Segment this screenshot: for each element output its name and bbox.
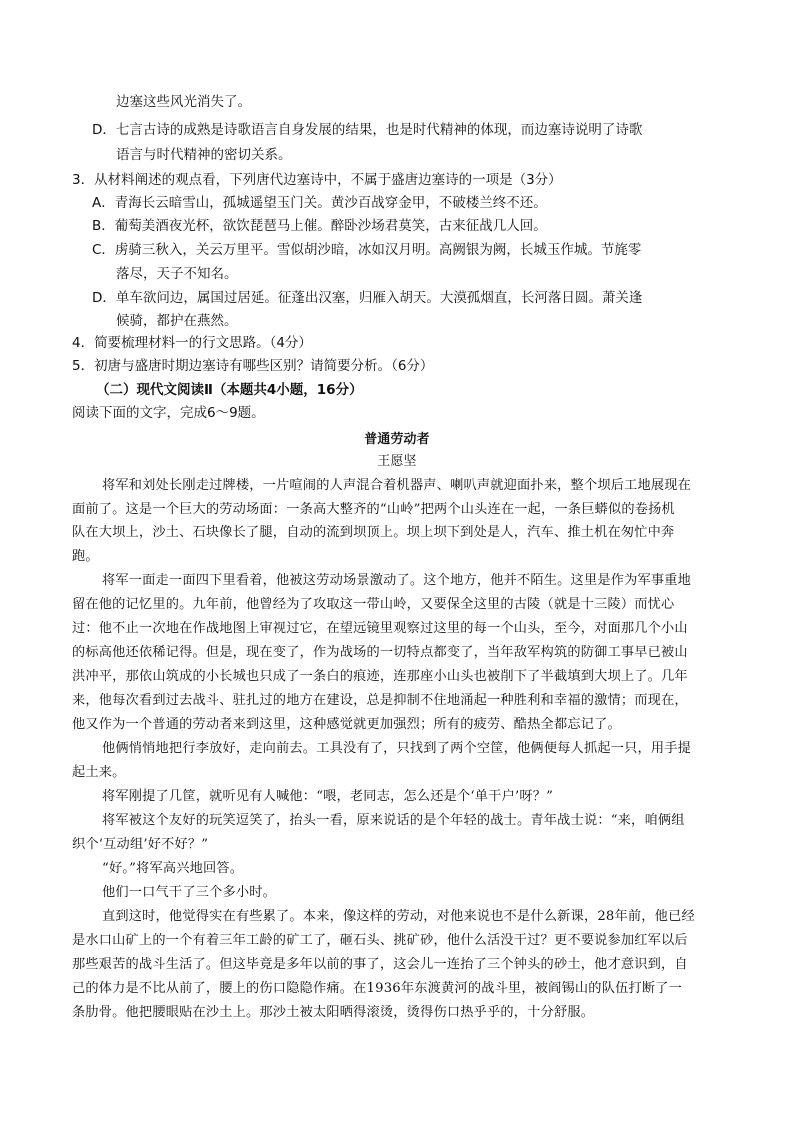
article-line: 起土来。 [72,765,126,780]
article-line: 是水口山矿上的一个有着三年工龄的矿工了，砸石头、挑矿砂，他什么活没干过？更不要说参加红军以后 [72,933,688,948]
article-line: 将军刚提了几筐，就听见有人喊他：“喂，老同志，怎么还是个‘单干户’呀？” [102,789,554,804]
article-line: 队在大坝上，沙土、石块像长了腿，自动的流到坝顶上。坝上坝下到处是人，汽车、推土机在匆忙中奔 [72,525,675,540]
article-line: 己的体力是不比从前了，腰上的伤口隐隐作痛。在1936年东渡黄河的战斗里，被阎锡山的队伍打断了一 [72,981,683,996]
question-3-option-b: B．葡萄美酒夜光杯，欲饮琵琶马上催。醉卧沙场君莫笑，古来征战几人回。 [92,218,547,234]
article-line: “好。”将军高兴地回答。 [102,861,244,876]
article-line: 织个‘互动组’好不好？” [72,837,209,852]
question-4: 4．简要梳理材料一的行文思路。（4分） [72,335,312,351]
article-line: 跑。 [72,549,99,564]
question-2-line: 边塞这些风光消失了。 [116,94,251,110]
article-line: 将军被这个友好的玩笑逗笑了，抬头一看，原来说话的是个年轻的战士。青年战士说：“来，咱俩组 [102,813,685,828]
article-author: 王愿坚 [377,454,417,469]
article-line: 将军一面走一面四下里看着，他被这劳动场景激动了。这个地方，他并不陌生。这里是作为军事重地 [102,573,692,588]
question-3-option-c: C．虏骑三秋入，关云万里平。雪似胡沙暗，冰如汉月明。高阙银为阙，长城玉作城。节旄零 [92,242,642,258]
article-line: 直到这时，他觉得实在有些累了。本来，像这样的劳动，对他来说也不是什么新课，28年前，他已经 [102,909,695,924]
question-3: 3．从材料阐述的观点看，下列唐代边塞诗中，不属于盛唐边塞诗的一项是（3分） [72,172,562,188]
article-line: 他俩悄悄地把行李放好，走向前去。工具没有了，只找到了两个空筐，他俩便每人抓起一只，用手提 [102,741,692,756]
question-5: 5．初唐与盛唐时期边塞诗有哪些区别？请简要分析。（6分） [72,358,434,374]
question-3-option-d-continued: 候骑，都护在燕然。 [116,313,238,329]
article-line: 他们一口气干了三个多小时。 [102,885,277,900]
article-line: 将军和刘处长刚走过牌楼，一片喧闹的人声混合着机器声、喇叭声就迎面扑来，整个坝后工地展现在 [102,478,692,493]
article-line: 面前了。这是一个巨大的劳动场面：一条高大整齐的“山岭”把两个山头连在一起，一条巨蟒似的卷扬机 [72,502,675,517]
section-heading: （二）现代文阅读Ⅱ（本题共4小题，16分） [96,382,363,398]
article-line: 过：他不止一次地在作战地图上审视过它，在望远镜里观察过这里的每一个山头，至今，对面那几个小山 [72,621,688,636]
article-line: 那些艰苦的战斗生活了。但这毕竟是多年以前的事了，这会儿一连抬了三个钟头的砂土，他才意识到，自 [72,957,688,972]
question-3-option-c-continued: 落尽，天子不知名。 [116,266,238,282]
question-2-option-d-continued: 语言与时代精神的密切关系。 [116,147,292,163]
section-instruction: 阅读下面的文字，完成6～9题。 [72,405,265,421]
article-line: 他又作为一个普通的劳动者来到这里，这种感觉就更加强烈；所有的疲劳、酷热全都忘记了。 [72,717,621,732]
article-line: 来，他每次看到过去战斗、驻扎过的地方在建设，总是抑制不住地涌起一种胜利和幸福的激情；而现在， [72,693,688,708]
article-line: 条肋骨。他把腰眼贴在沙土上。那沙土被太阳晒得滚烫，烫得伤口热乎乎的，十分舒服。 [72,1005,595,1020]
article-line: 洪冲平，那依山筑成的小长城也只成了一条白的痕迹，连那座小山头也被削下了半截填到大坝上了。几年 [72,669,688,684]
question-3-option-a: A．青海长云暗雪山，孤城遥望玉门关。黄沙百战穿金甲，不破楼兰终不还。 [92,195,547,211]
article-line: 留在他的记忆里的。九年前，他曾经为了攻取这一带山岭，又要保全这里的古陵（就是十三陵）而忧心 [72,597,675,612]
question-3-option-d: D．单车欲问边，属国过居延。征蓬出汉塞，归雁入胡天。大漠孤烟直，长河落日圆。萧关逢 [92,290,643,306]
article-line: 的标高他还依稀记得。但是，现在变了，作为战场的一切特点都变了，当年敌军构筑的防御工事早已被山 [72,645,688,660]
article-title: 普通劳动者 [364,432,430,447]
question-2-option-d: D．七言古诗的成熟是诗歌语言自身发展的结果，也是时代精神的体现，而边塞诗说明了诗歌 [92,122,643,138]
